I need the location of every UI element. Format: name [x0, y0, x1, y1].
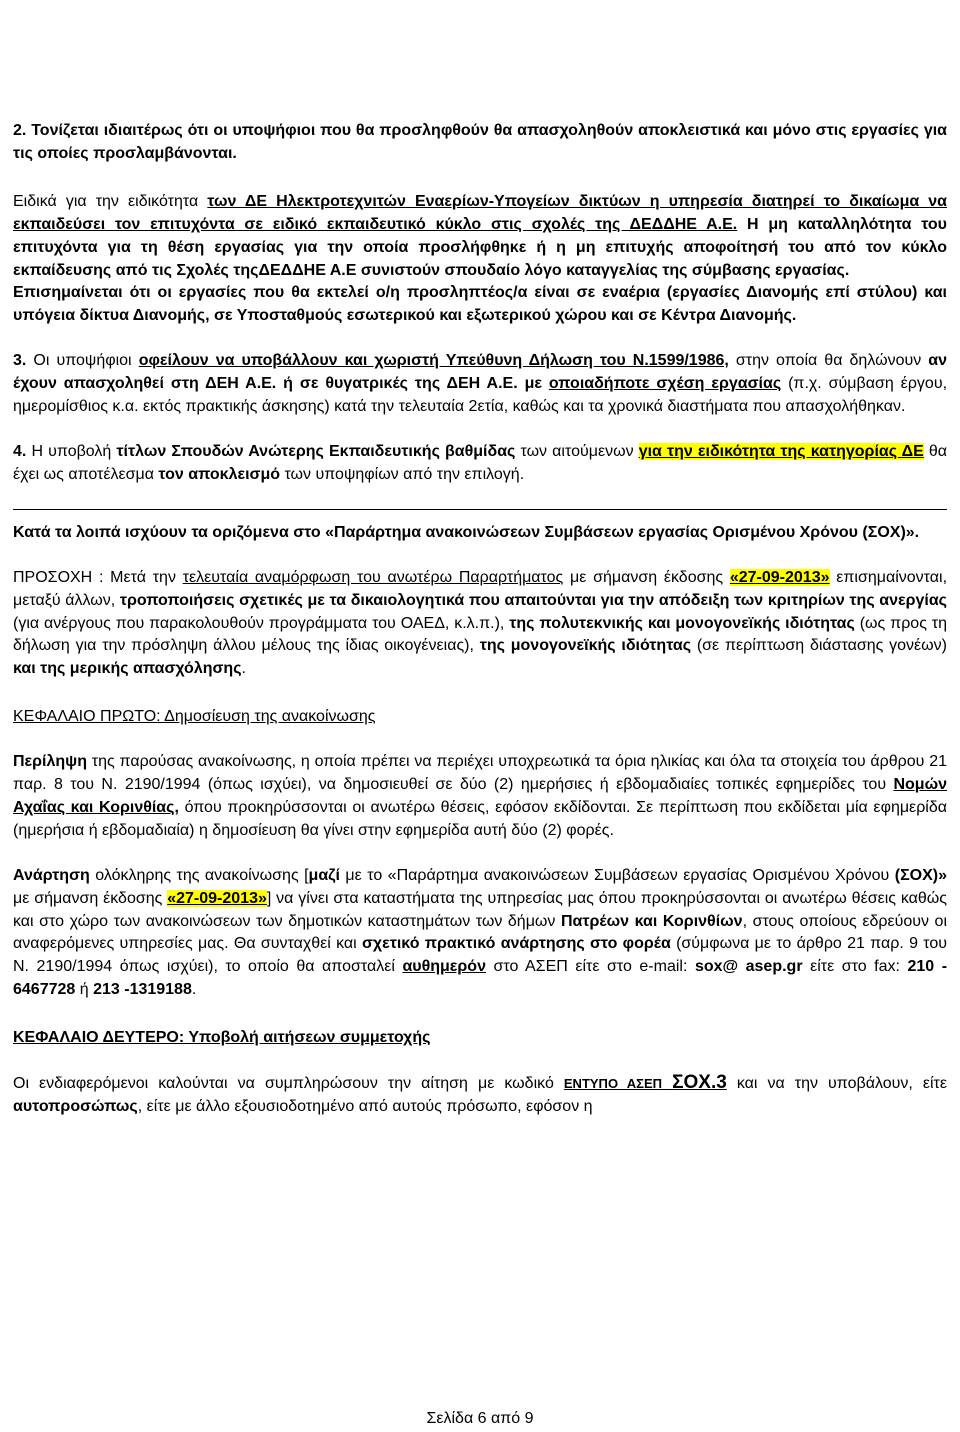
emphasis-text: αυτοπροσώπως [13, 1098, 138, 1115]
text: Ειδικά για την ειδικότητα [13, 192, 208, 210]
text: ή [75, 981, 94, 999]
emphasis-text: αν έχουν απασχοληθεί στη ΔΕΗ Α.Ε. ή σε θυγατρικές της ΔΕΗ Α.Ε. με [13, 352, 948, 393]
text: Η υποβολή [26, 442, 117, 460]
emphasis-text: Νομών Αχαΐας και Κορινθίας, [13, 776, 947, 816]
form-code: ΕΝΤΥΠΟ ΑΣΕΠ [563, 1076, 663, 1092]
emphasis-text: τελευταία αναμόρφωση του ανωτέρω Παραρτήματος [182, 568, 564, 586]
text: της παρούσας ανακοίνωσης, η οποία πρέπει να περιέχει υποχρεωτικά τα όρια ηλικίας και όλα τα στοιχεία του άρθρου 21 παρ. 8 του Ν. 2190/1994 (όπως ισχύει), να δημοσιευθεί σε δύο (2) ημερήσιες ή εβδομαδιαίες τοπικές εφημερίδες του [13, 753, 947, 794]
emphasis-text: (ΣΟΧ)» [894, 866, 948, 884]
highlighted-date: «27-09-2013» [167, 889, 267, 907]
paragraph-4 [13, 441, 947, 487]
text: με το «Παράρτημα ανακοινώσεων Συμβάσεων εργασίας Ορισμένου Χρόνου [339, 866, 895, 884]
sox-section [13, 509, 947, 681]
highlighted-date: «27-09-2013» [729, 568, 830, 586]
emphasis-text: Περίληψη [13, 753, 87, 771]
text: Οι ενδιαφερόμενοι καλούνται να συμπληρώσουν την αίτηση με κωδικό [13, 1075, 564, 1093]
item-number: 3. [13, 352, 27, 370]
emphasis-text: σχετικό πρακτικό ανάρτησης στο φορέα [361, 935, 671, 953]
highlighted-text: για την ειδικότητα της κατηγορίας ΔΕ [638, 442, 924, 460]
text: στην οποία θα δηλώνουν [728, 352, 929, 370]
text: και να την υποβάλουν, είτε [726, 1075, 947, 1093]
emphasis-text: μαζί [308, 866, 340, 884]
emphasis-text: τροποποιήσεις σχετικές με τα δικαιολογητικά που απαιτούνται για την απόδειξη των κριτηρίων της ανεργίας [119, 591, 948, 609]
text: (σε περίπτωση διάστασης γονέων) [691, 637, 948, 655]
emphasis-text: τον αποκλεισμό [158, 465, 281, 483]
text: ] να γίνει στα καταστήματα της υπηρεσίας μας όπου προκηρύσσονται οι ανωτέρω θέσεις καθώς και στο χώρο των ανακοινώσεων των δημοτικών καταστημάτων των δήμων [13, 889, 947, 930]
email-address: sox@ asep.gr [694, 958, 803, 976]
emphasis-text: της πολυτεκνικής και μονογονεϊκής ιδιότητας [509, 614, 855, 632]
text: Μετά την [103, 568, 183, 586]
emphasis-text: και της μερικής απασχόλησης [13, 660, 242, 678]
emphasis-text: οποιαδήποτε σχέση εργασίας [548, 375, 782, 393]
paragraph-3 [13, 350, 947, 419]
paragraph-posting [13, 865, 947, 1002]
emphasis-text: τίτλων Σπουδών Ανώτερης Εκπαιδευτικής βαθμίδας [116, 442, 516, 460]
text: , στους οποίους εδρεύουν οι αναφερόμενες υπηρεσίες μας. Θα συνταχθεί και [13, 912, 947, 953]
page-footer: Σελίδα 6 από 9 [426, 1410, 534, 1427]
text: . [241, 660, 246, 678]
text: με σήμανση έκδοσης [13, 889, 168, 907]
text: (σύμφωνα με το άρθρο 21 παρ. 9 του Ν. 2190/1994 όπως ισχύει), το οποίο θα αποσταλεί [13, 935, 947, 976]
text: , είτε με άλλο εξουσιοδοτημένο από αυτούς πρόσωπο, εφόσον η [137, 1098, 593, 1115]
emphasis-text: οφείλουν να υποβάλλουν και χωριστή Υπεύθυνη Δήλωση του Ν.1599/1986, [138, 352, 729, 370]
paragraph-summary [13, 751, 947, 843]
emphasis-text: της μονογονεϊκής ιδιότητας [479, 637, 692, 655]
chapter-2-title: ΚΕΦΑΛΑΙΟ ΔΕΥΤΕΡΟ: Υποβολή αιτήσεων συμμετοχής [13, 1029, 431, 1047]
paragraph-work-note: Επισημαίνεται ότι οι εργασίες που θα εκτελεί ο/η προσληπτέος/α είναι σε εναέρια (εργασίες Διανομής επί στύλου) και υπόγεια δίκτυα Διανομής, σε Υποσταθμούς εσωτερικού και εξωτερικού χώρου και σε Κέντρα Διανομής. [13, 284, 947, 325]
emphasis-text: Ανάρτηση [13, 866, 90, 884]
item-number: 4. [13, 442, 27, 460]
text: των υποψηφίων από την επιλογή. [280, 465, 525, 483]
text: (ως προς τη δήλωση για την πρόσληψη άλλου μέλους της ίδιας οικογένειας), [13, 614, 948, 655]
paragraph-application [13, 1072, 947, 1119]
text: Οι υποψήφιοι [26, 352, 139, 370]
chapter-1-title: ΚΕΦΑΛΑΙΟ ΠΡΩΤΟ: Δημοσίευση της ανακοίνωσης [13, 708, 376, 726]
emphasis-text: αυθημερόν [402, 958, 486, 976]
attention-label: ΠΡΟΣΟΧΗ : [13, 568, 104, 586]
paragraph-special-training [13, 191, 947, 283]
emphasis-text: Η μη καταλληλότητα του επιτυχόντα για τη θέση εργασίας για την οποία προσλήφθηκε ή η μη επιτυχής αποφοίτησή του από τον κύκλο εκπαίδευσης από τις Σχολές τηςΔΕΔΔΗΕ Α.Ε συνιστούν σπουδαίο λόγο καταγγελίας της σύμβασης εργασίας. [13, 215, 947, 279]
text: θα έχει ως αποτέλεσμα [13, 442, 948, 483]
form-code: ΣΟΧ.3 [672, 1072, 727, 1094]
text: είτε στο fax: [802, 958, 908, 976]
emphasis-text: Πατρέων και Κορινθίων [560, 912, 743, 930]
text: (π.χ. σύμβαση έργου, ημερομίσθιος κ.α. εκτός πρακτικής άσκησης) κατά την τελευταία 2ετία, καθώς και τα χρονικά διαστήματα που απασχολήθηκαν. [13, 375, 948, 416]
fax-number: 213 -1319188 [93, 981, 192, 999]
text [662, 1075, 672, 1092]
paragraph-attention [13, 567, 947, 682]
text: με σήμανση έκδοσης [563, 568, 730, 586]
text: των αιτούμενων [515, 442, 639, 460]
text: στο ΑΣΕΠ είτε στο e-mail: [485, 958, 695, 976]
text: όπου προκηρύσσονται οι ανωτέρω θέσεις, εφόσον εκδίδονται. Σε περίπτωση που εκδίδεται μία εφημερίδα (ημερήσια ή εβδομαδιαία) η δημοσίευση θα γίνει στην εφημερίδα αυτή δύο (2) φορές. [13, 798, 948, 839]
fax-number: 210 - 6467728 [13, 958, 948, 999]
document-page [13, 120, 947, 1119]
paragraph-sox: Κατά τα λοιπά ισχύουν τα οριζόμενα στο «Παράρτημα ανακοινώσεων Συμβάσεων εργασίας Ορισμένου Χρόνου (ΣΟΧ)». [13, 523, 920, 541]
text: (για ανέργους που παρακολουθούν προγράμματα του ΟΑΕΔ, κ.λ.π.), [13, 614, 510, 632]
text: ολόκληρης της ανακοίνωσης [ [89, 866, 309, 884]
emphasis-text: των ΔΕ Ηλεκτροτεχνιτών Εναερίων-Υπογείων δικτύων η υπηρεσία διατηρεί το δικαίωμα να εκπαιδεύσει τον επιτυχόντα σε ειδικό εκπαιδευτικό κύκλο στις σχολές της ΔΕΔΔΗΕ Α.Ε. [13, 192, 948, 233]
text: . [191, 981, 197, 999]
text: επισημαίνονται, μεταξύ άλλων, [13, 568, 948, 609]
paragraph-2: 2. Τονίζεται ιδιαιτέρως ότι οι υποψήφιοι που θα προσληφθούν θα απασχοληθούν αποκλειστικά και μόνο στις εργασίες για τις οποίες προσλαμβάνονται. [13, 122, 947, 162]
